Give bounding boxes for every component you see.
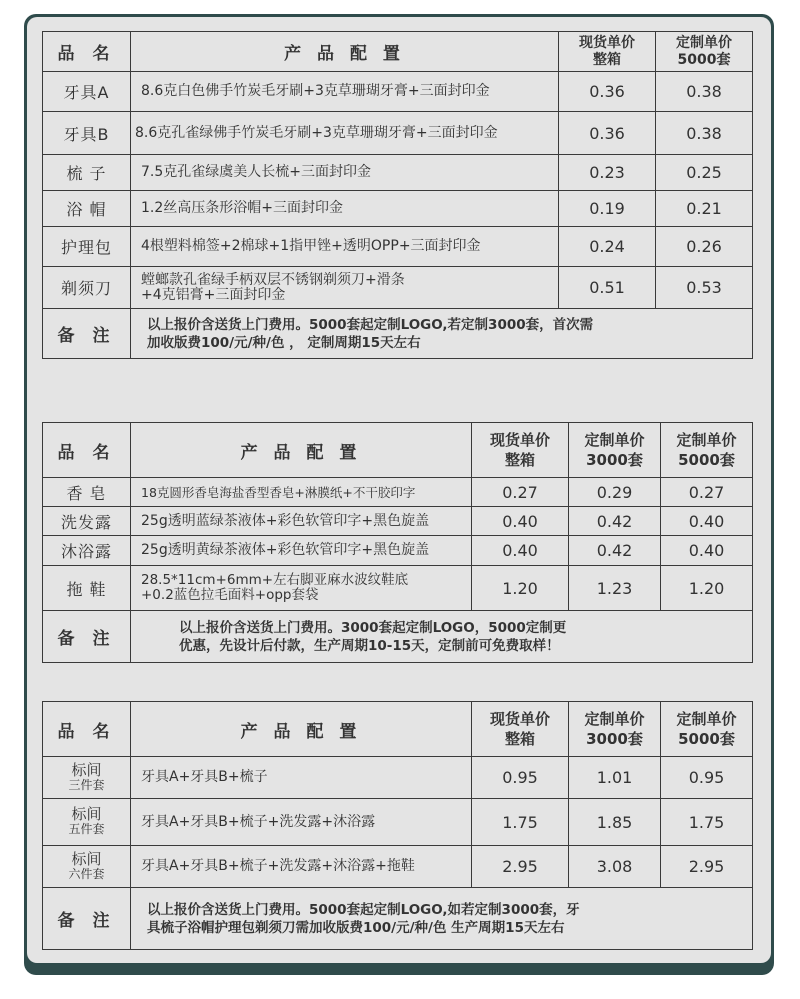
custom-price-5000: 0.27 (661, 478, 753, 507)
outer-frame (24, 14, 774, 975)
table-row (43, 267, 753, 309)
price-panel (27, 17, 771, 963)
header-spot-price: 现货单价 整箱 (472, 423, 569, 478)
product-name: 洗发露 (43, 507, 131, 536)
header-custom-price-5000: 定制单价 5000套 (656, 32, 753, 72)
custom-price-5000: 1.20 (661, 566, 753, 611)
product-name: 香 皂 (43, 478, 131, 507)
table-row (43, 799, 753, 846)
product-config: 25g透明黄绿茶液体+彩色软管印字+黑色旋盖 (131, 536, 472, 566)
table-row (43, 566, 753, 611)
note-label: 备 注 (43, 309, 131, 359)
spot-price: 0.23 (559, 155, 656, 191)
table-row (43, 155, 753, 191)
custom-price-5000: 0.40 (661, 507, 753, 536)
product-config: 牙具A+牙具B+梳子+洗发露+沐浴露 (131, 799, 472, 846)
product-name: 沐浴露 (43, 536, 131, 566)
header-custom-price-5000: 定制单价 5000套 (661, 423, 753, 478)
custom-price-3000: 0.29 (569, 478, 661, 507)
table-row (43, 536, 753, 566)
header-custom-price-3000: 定制单价 3000套 (569, 702, 661, 757)
note-row (43, 611, 753, 663)
custom-price-3000: 1.01 (569, 757, 661, 799)
custom-price: 0.38 (656, 112, 753, 155)
custom-price-3000: 1.85 (569, 799, 661, 846)
custom-price-5000: 0.95 (661, 757, 753, 799)
product-config: 8.6克白色佛手竹炭毛牙刷+3克草珊瑚牙膏+三面封印金 (131, 72, 559, 112)
table-row (43, 112, 753, 155)
product-config: 7.5克孔雀绿虞美人长梳+三面封印金 (131, 155, 559, 191)
note-text: 以上报价含送货上门费用。5000套起定制LOGO,若定制3000套，首次需 加收版费100/元/种/色 ， 定制周期15天左右 (131, 309, 753, 359)
product-name: 牙具A (43, 72, 131, 112)
product-config: 28.5*11cm+6mm+左右脚亚麻水波纹鞋底 +0.2蓝色拉毛面料+opp套袋 (131, 566, 472, 611)
table-row (43, 757, 753, 799)
custom-price: 0.53 (656, 267, 753, 309)
custom-price-5000: 2.95 (661, 846, 753, 888)
header-spot-price: 现货单价 整箱 (559, 32, 656, 72)
spot-price: 0.24 (559, 227, 656, 267)
table-row (43, 478, 753, 507)
spot-price: 0.36 (559, 112, 656, 155)
spot-price: 0.19 (559, 191, 656, 227)
product-config: 牙具A+牙具B+梳子 (131, 757, 472, 799)
spot-price: 0.40 (472, 536, 569, 566)
header-product-config: 产 品 配 置 (131, 32, 559, 72)
product-name: 标间 三件套 (43, 757, 131, 799)
custom-price-5000: 0.40 (661, 536, 753, 566)
spot-price: 0.95 (472, 757, 569, 799)
header-product-name: 品 名 (43, 702, 131, 757)
header-custom-price-3000: 定制单价 3000套 (569, 423, 661, 478)
product-config: 18克圆形香皂海盐香型香皂+淋膜纸+不干胶印字 (131, 478, 472, 507)
header-spot-price: 现货单价 整箱 (472, 702, 569, 757)
header-product-config: 产 品 配 置 (131, 702, 472, 757)
spot-price: 1.20 (472, 566, 569, 611)
table-row (43, 227, 753, 267)
header-product-name: 品 名 (43, 423, 131, 478)
note-text: 以上报价含送货上门费用。5000套起定制LOGO,如若定制3000套，牙 具梳子浴帽护理包剃须刀需加收版费100/元/种/色 生产周期15天左右 (131, 888, 753, 950)
custom-price: 0.26 (656, 227, 753, 267)
custom-price-3000: 0.42 (569, 507, 661, 536)
header-product-config: 产 品 配 置 (131, 423, 472, 478)
custom-price: 0.38 (656, 72, 753, 112)
table-row (43, 507, 753, 536)
price-table-toiletries (42, 31, 753, 359)
product-config: 8.6克孔雀绿佛手竹炭毛牙刷+3克草珊瑚牙膏+三面封印金 (131, 112, 559, 155)
table-header-row (43, 702, 753, 757)
product-config: 牙具A+牙具B+梳子+洗发露+沐浴露+拖鞋 (131, 846, 472, 888)
spot-price: 0.51 (559, 267, 656, 309)
spot-price: 0.36 (559, 72, 656, 112)
note-row (43, 309, 753, 359)
header-custom-price-5000: 定制单价 5000套 (661, 702, 753, 757)
product-name: 标间 五件套 (43, 799, 131, 846)
table-row (43, 846, 753, 888)
table-header-row (43, 423, 753, 478)
product-name: 梳 子 (43, 155, 131, 191)
table-row (43, 72, 753, 112)
product-config: 25g透明蓝绿茶液体+彩色软管印字+黑色旋盖 (131, 507, 472, 536)
product-name: 牙具B (43, 112, 131, 155)
table-row (43, 191, 753, 227)
price-table-sets (42, 701, 753, 950)
note-text: 以上报价含送货上门费用。3000套起定制LOGO，5000定制更 优惠，先设计后付款，生产周期10-15天，定制前可免费取样！ (131, 611, 753, 663)
spot-price: 0.40 (472, 507, 569, 536)
note-row (43, 888, 753, 950)
custom-price-3000: 1.23 (569, 566, 661, 611)
custom-price: 0.21 (656, 191, 753, 227)
spot-price: 0.27 (472, 478, 569, 507)
product-name: 护理包 (43, 227, 131, 267)
product-config: 1.2丝高压条形浴帽+三面封印金 (131, 191, 559, 227)
price-table-amenities (42, 422, 753, 663)
custom-price: 0.25 (656, 155, 753, 191)
spot-price: 1.75 (472, 799, 569, 846)
header-product-name: 品 名 (43, 32, 131, 72)
table-header-row (43, 32, 753, 72)
product-name: 标间 六件套 (43, 846, 131, 888)
note-label: 备 注 (43, 611, 131, 663)
custom-price-3000: 3.08 (569, 846, 661, 888)
product-name: 浴 帽 (43, 191, 131, 227)
product-config: 4根塑料棉签+2棉球+1指甲锉+透明OPP+三面封印金 (131, 227, 559, 267)
spot-price: 2.95 (472, 846, 569, 888)
custom-price-5000: 1.75 (661, 799, 753, 846)
product-name: 剃须刀 (43, 267, 131, 309)
product-config: 螳螂款孔雀绿手柄双层不锈钢剃须刀+滑条 +4克铝膏+三面封印金 (131, 267, 559, 309)
note-label: 备 注 (43, 888, 131, 950)
product-name: 拖 鞋 (43, 566, 131, 611)
custom-price-3000: 0.42 (569, 536, 661, 566)
